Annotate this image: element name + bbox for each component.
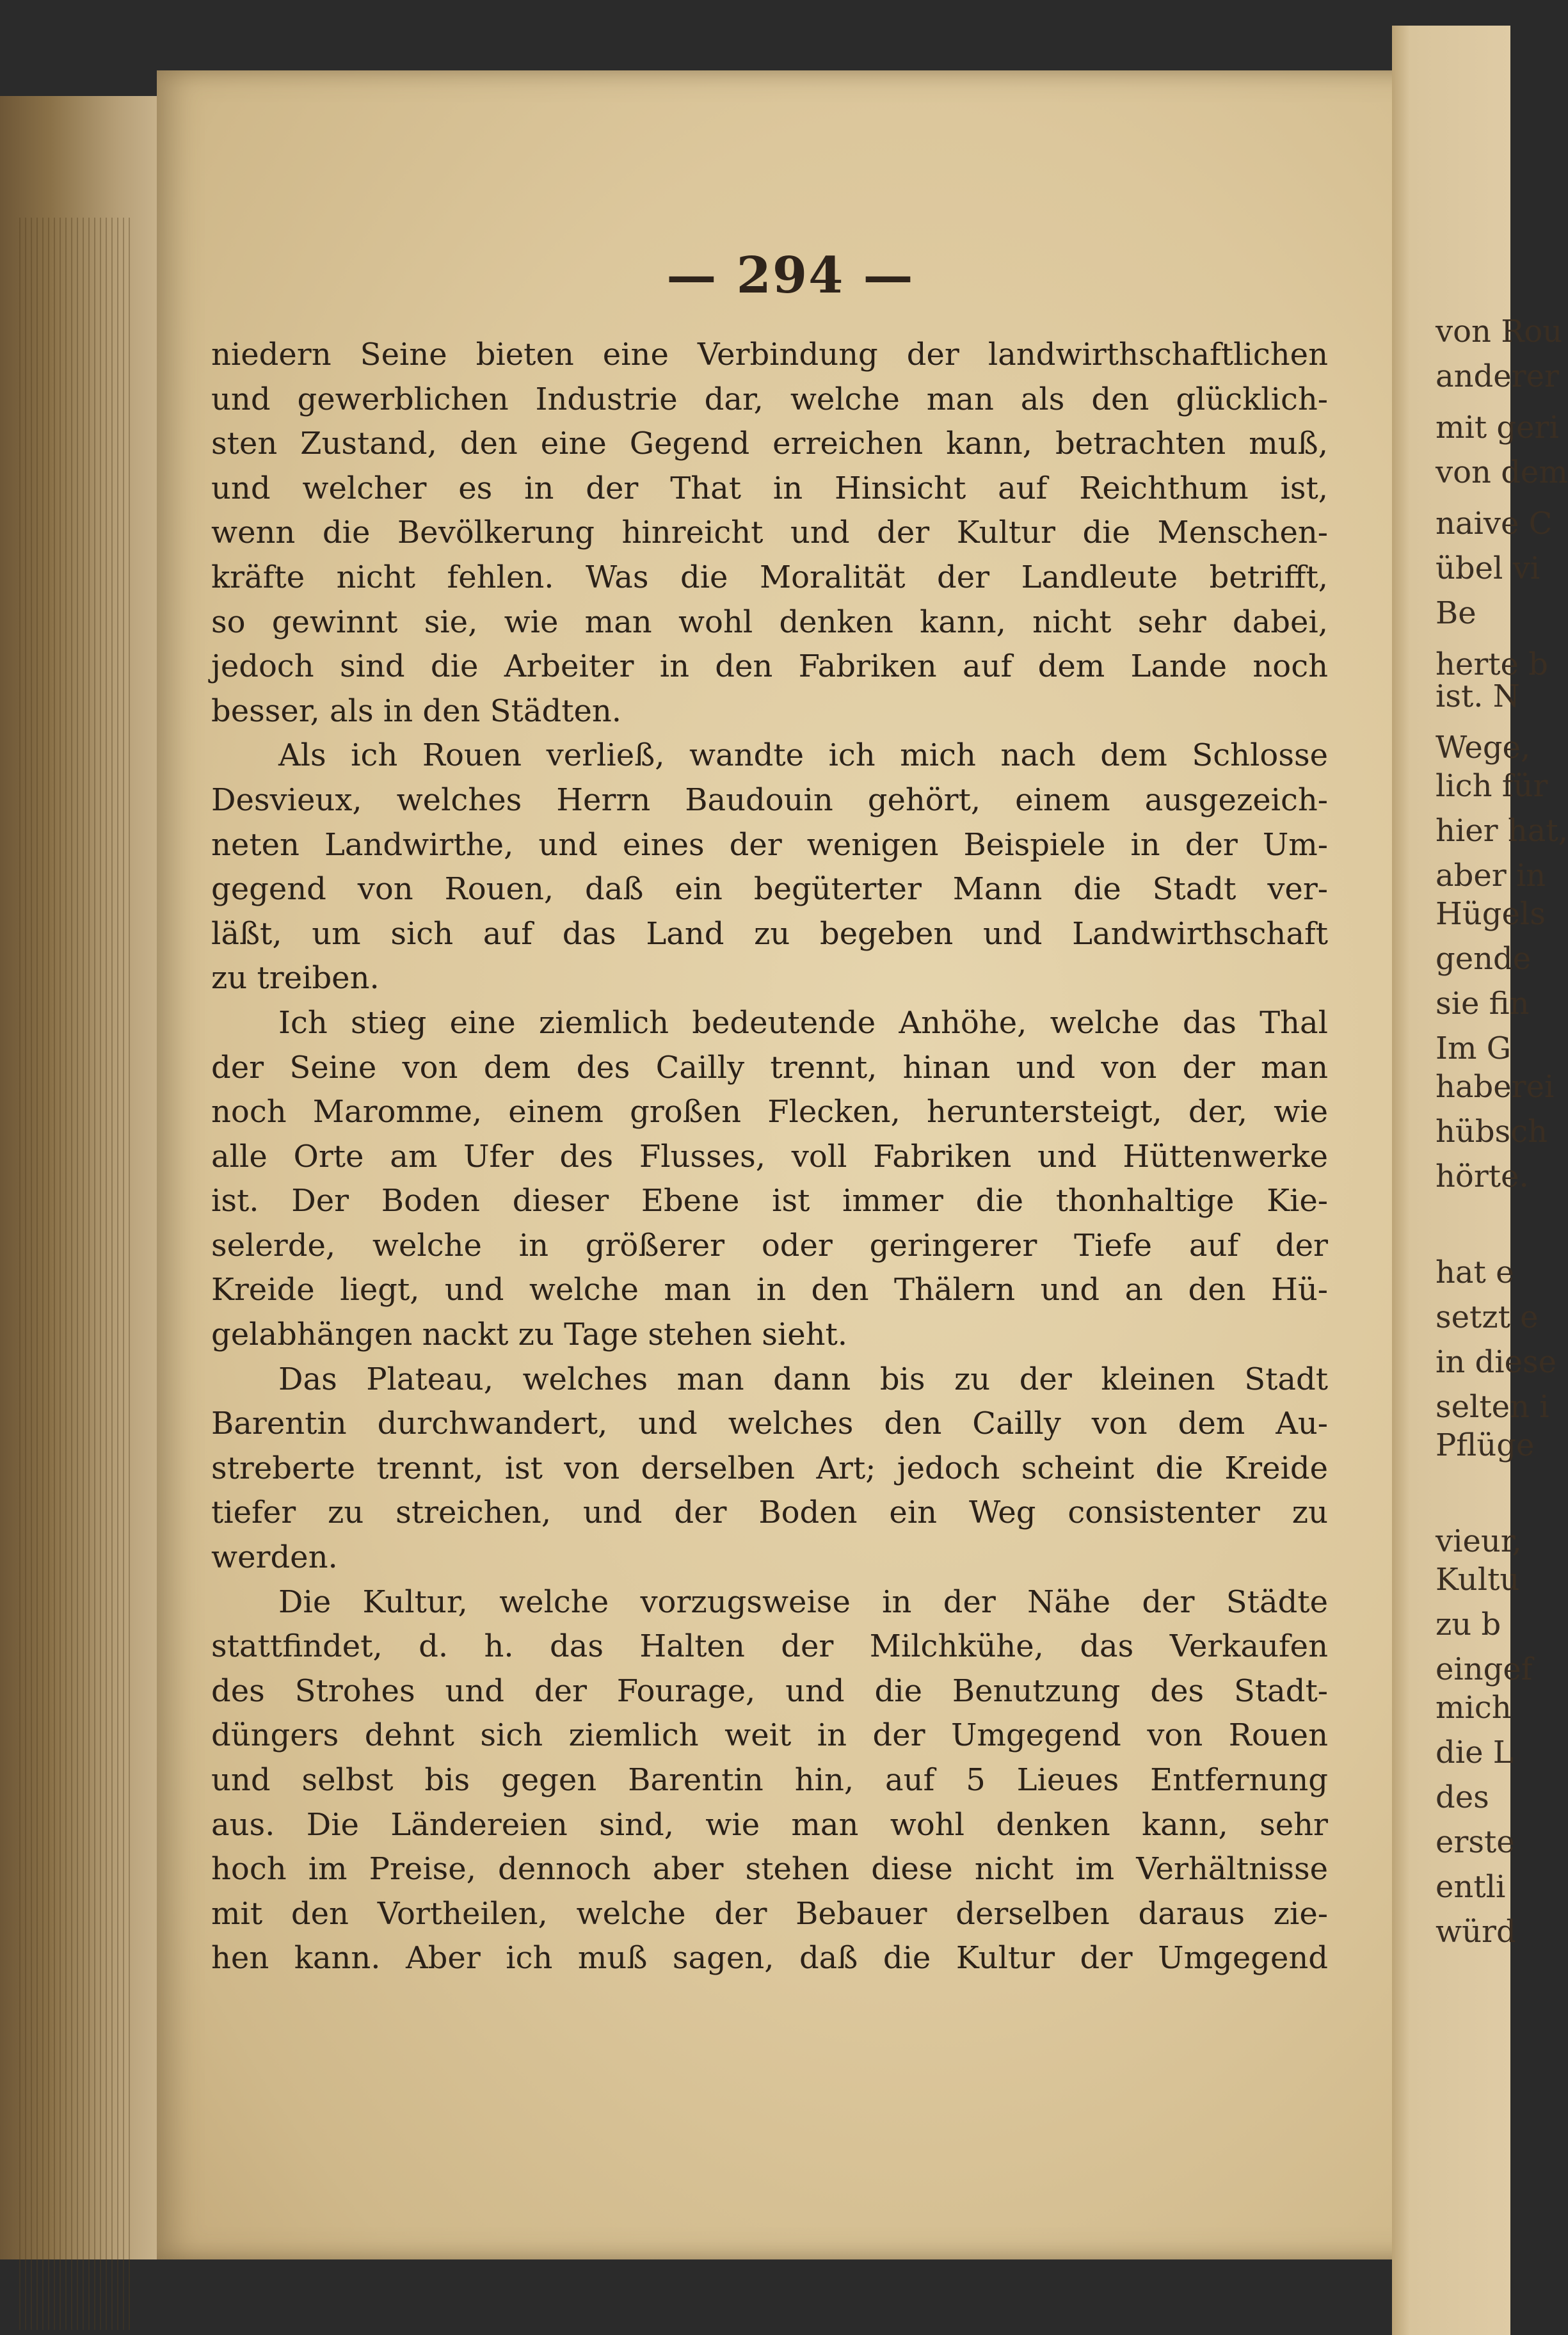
text-line: werden. — [211, 1539, 338, 1576]
text-line: läßt, um sich auf das Land zu begeben und Landwirthschaft — [211, 915, 1328, 952]
text-line: selerde, welche in größerer oder geringerer Tiefe auf der — [211, 1227, 1328, 1264]
adjacent-page-text-fragment: die L — [1436, 1735, 1514, 1770]
adjacent-page-text-fragment: übel vi — [1436, 550, 1540, 586]
adjacent-page-text-fragment: naive C — [1436, 506, 1553, 542]
adjacent-page-text-fragment: des — [1436, 1779, 1489, 1815]
text-line: gegend von Rouen, daß ein begüterter Mann die Stadt ver- — [211, 871, 1328, 908]
text-line: und welcher es in der That in Hinsicht auf Reichthum ist, — [211, 470, 1328, 506]
adjacent-page-text-fragment: zu b — [1436, 1607, 1501, 1642]
text-line: stattfindet, d. h. das Halten der Milchkühe, das Verkaufen — [211, 1628, 1328, 1665]
adjacent-page-text-fragment: setzt e — [1436, 1299, 1539, 1335]
page-edge-lines — [19, 218, 134, 2330]
adjacent-page-text-fragment: entli — [1436, 1869, 1506, 1905]
text-line: kräfte nicht fehlen. Was die Moralität der Landleute betrifft, — [211, 559, 1328, 595]
text-line: Das Plateau, welches man dann bis zu der kleinen Stadt — [278, 1361, 1328, 1397]
text-line: besser, als in den Städten. — [211, 693, 622, 729]
adjacent-page-text-fragment: Be — [1436, 595, 1476, 631]
text-line: niedern Seine bieten eine Verbindung der landwirthschaftlichen — [211, 337, 1328, 373]
text-line: hoch im Preise, dennoch aber stehen diese nicht im Verhältnisse — [211, 1851, 1328, 1888]
book-page-edges — [0, 96, 166, 2259]
adjacent-page-text-fragment: vieur, — [1436, 1523, 1522, 1559]
adjacent-page-text-fragment: mit geri — [1436, 410, 1559, 445]
adjacent-page-text-fragment: Kultu — [1436, 1562, 1520, 1598]
text-line: aus. Die Ländereien sind, wie man wohl denken kann, sehr — [211, 1806, 1328, 1843]
adjacent-page-text-fragment: ist. N — [1436, 678, 1520, 714]
text-line: der Seine von dem des Cailly trennt, hinan und von der man — [211, 1049, 1328, 1086]
text-line: Kreide liegt, und welche man in den Thälern und an den Hü- — [211, 1272, 1328, 1308]
body-text — [211, 333, 1328, 1981]
adjacent-page-text-fragment: hat e — [1436, 1255, 1514, 1290]
text-line: sten Zustand, den eine Gegend erreichen kann, betrachten muß, — [211, 426, 1328, 462]
adjacent-page-text-fragment: hübsch — [1436, 1114, 1548, 1150]
text-line: streberte trennt, ist von derselben Art; jedoch scheint die Kreide — [211, 1450, 1328, 1486]
text-line: hen kann. Aber ich muß sagen, daß die Kultur der Umgegend — [211, 1940, 1328, 1977]
adjacent-page-text-fragment: mich — [1436, 1690, 1512, 1726]
text-line: so gewinnt sie, wie man wohl denken kann, nicht sehr dabei, — [211, 604, 1328, 640]
text-line: Desvieux, welches Herrn Baudouin gehört, einem ausgezeich- — [211, 782, 1328, 818]
text-line: neten Landwirthe, und eines der wenigen Beispiele in der Um- — [211, 826, 1328, 863]
adjacent-page-text-fragment: selten i — [1436, 1389, 1549, 1425]
text-line: Die Kultur, welche vorzugsweise in der Nähe der Städte — [278, 1584, 1328, 1620]
text-line: noch Maromme, einem großen Flecken, heruntersteigt, der, wie — [211, 1094, 1328, 1130]
adjacent-page-text-fragment: gende — [1436, 941, 1532, 977]
adjacent-page-text-fragment: herte b — [1436, 646, 1548, 682]
adjacent-page-text-fragment: hörte. — [1436, 1159, 1529, 1194]
text-line: ist. Der Boden dieser Ebene ist immer die thonhaltige Kie- — [211, 1183, 1328, 1219]
text-line: und gewerblichen Industrie dar, welche man als den glücklich- — [211, 381, 1328, 417]
text-line: Barentin durchwandert, und welches den Cailly von dem Au- — [211, 1406, 1328, 1442]
text-line: zu treiben. — [211, 960, 380, 997]
adjacent-page-text-fragment: aber in — [1436, 858, 1546, 894]
adjacent-page-text-fragment: sie fin — [1436, 986, 1530, 1022]
text-line: mit den Vortheilen, welche der Bebauer derselben daraus zie- — [211, 1895, 1328, 1932]
adjacent-page-text-fragment: erste — [1436, 1824, 1515, 1860]
adjacent-page-text-fragment: Wege, — [1436, 730, 1531, 766]
adjacent-page-text-fragment: Pflüge — [1436, 1427, 1535, 1463]
text-line: jedoch sind die Arbeiter in den Fabriken auf dem Lande noch — [211, 648, 1328, 685]
adjacent-page-text-fragment: in diese — [1436, 1344, 1557, 1380]
adjacent-page-text-fragment: würd — [1436, 1914, 1516, 1950]
adjacent-page-text-fragment: anderer — [1436, 358, 1559, 394]
adjacent-page-text-fragment: von dem — [1436, 454, 1568, 490]
text-line: Ich stieg eine ziemlich bedeutende Anhöhe, welche das Thal — [278, 1004, 1328, 1041]
text-line: Als ich Rouen verließ, wandte ich mich nach dem Schlosse — [278, 737, 1328, 774]
adjacent-page-edge — [1392, 26, 1568, 2335]
adjacent-page-text-fragment: Im G — [1436, 1031, 1512, 1066]
text-line: düngers dehnt sich ziemlich weit in der Umgegend von Rouen — [211, 1717, 1328, 1754]
text-line: tiefer zu streichen, und der Boden ein Weg consistenter zu — [211, 1495, 1328, 1531]
text-line: des Strohes und der Fourage, und die Benutzung des Stadt- — [211, 1673, 1328, 1709]
text-line: alle Orte am Ufer des Flusses, voll Fabriken und Hüttenwerke — [211, 1138, 1328, 1175]
adjacent-page-text-fragment: lich für — [1436, 768, 1548, 804]
adjacent-page-text-fragment: haberei — [1436, 1069, 1555, 1105]
text-line: und selbst bis gegen Barentin hin, auf 5 Lieues Entfernung — [211, 1762, 1328, 1798]
adjacent-page-text-fragment: hier hat, — [1436, 813, 1568, 849]
page-number: — 294 — — [666, 246, 915, 305]
adjacent-page-text-fragment: eingef — [1436, 1651, 1533, 1687]
text-line: wenn die Bevölkerung hinreicht und der Kultur die Menschen- — [211, 515, 1328, 551]
adjacent-page-text-fragment: von Rou — [1436, 314, 1563, 349]
text-line: gelabhängen nackt zu Tage stehen sieht. — [211, 1317, 848, 1353]
adjacent-page-text-fragment: Hügels — [1436, 896, 1546, 932]
